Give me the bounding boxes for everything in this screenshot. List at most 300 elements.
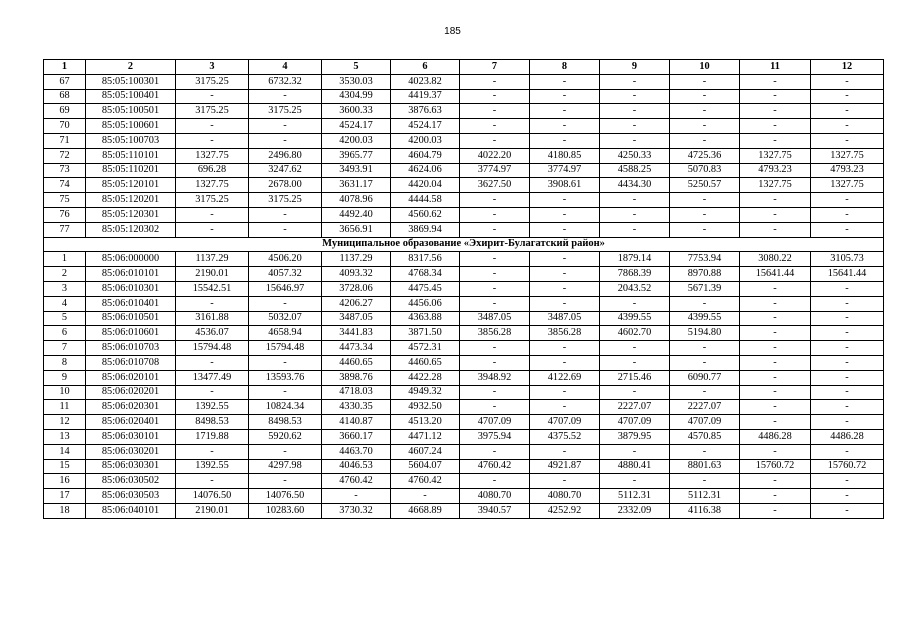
table-cell: 2678.00	[249, 178, 322, 193]
table-cell: -	[740, 311, 811, 326]
table-cell: 74	[44, 178, 86, 193]
table-cell: 3869.94	[391, 222, 460, 237]
table-cell: 7	[44, 341, 86, 356]
table-cell: -	[811, 89, 884, 104]
table-cell: 4463.70	[322, 444, 391, 459]
table-cell: -	[530, 355, 600, 370]
table-cell: 2190.01	[176, 503, 249, 518]
table-row	[44, 489, 884, 504]
table-cell: -	[670, 119, 740, 134]
table-cell: 3441.83	[322, 326, 391, 341]
table-cell: 4456.06	[391, 296, 460, 311]
table-cell: 4399.55	[600, 311, 670, 326]
table-cell: 4707.09	[670, 415, 740, 430]
table-cell: -	[670, 74, 740, 89]
table-cell: -	[460, 355, 530, 370]
table-cell: 5194.80	[670, 326, 740, 341]
table-cell: 3175.25	[176, 193, 249, 208]
table-cell: 85:06:030502	[86, 474, 176, 489]
table-row	[44, 341, 884, 356]
table-cell: 1327.75	[176, 148, 249, 163]
table-cell: -	[811, 503, 884, 518]
table-cell: -	[530, 296, 600, 311]
table-cell: -	[530, 281, 600, 296]
table-cell: -	[740, 281, 811, 296]
column-header-8: 8	[530, 60, 600, 75]
table-cell: 4422.28	[391, 370, 460, 385]
table-cell: -	[740, 400, 811, 415]
table-cell: -	[249, 444, 322, 459]
table-cell: -	[530, 252, 600, 267]
table-cell: 1392.55	[176, 400, 249, 415]
table-cell: 4880.41	[600, 459, 670, 474]
table-cell: 3940.57	[460, 503, 530, 518]
table-cell: -	[670, 104, 740, 119]
table-row	[44, 503, 884, 518]
table-cell: -	[530, 133, 600, 148]
table-cell: 4460.65	[391, 355, 460, 370]
table-cell: 13477.49	[176, 370, 249, 385]
table-cell: 15	[44, 459, 86, 474]
table-cell: -	[249, 474, 322, 489]
table-cell: 2190.01	[176, 267, 249, 282]
table-cell: 18	[44, 503, 86, 518]
table-cell: 85:06:030301	[86, 459, 176, 474]
table-cell: 4297.98	[249, 459, 322, 474]
table-cell: -	[249, 296, 322, 311]
table-cell: -	[740, 326, 811, 341]
table-cell: -	[249, 355, 322, 370]
table-cell: -	[249, 133, 322, 148]
table-cell: 85:06:020201	[86, 385, 176, 400]
table-row	[44, 178, 884, 193]
table-cell: -	[811, 104, 884, 119]
table-cell: -	[740, 370, 811, 385]
table-cell: 75	[44, 193, 86, 208]
table-cell: -	[530, 444, 600, 459]
table-cell: 3105.73	[811, 252, 884, 267]
table-cell: 3247.62	[249, 163, 322, 178]
table-cell: 4080.70	[530, 489, 600, 504]
table-cell: 4668.89	[391, 503, 460, 518]
table-cell: -	[176, 474, 249, 489]
table-cell: 10824.34	[249, 400, 322, 415]
table-cell: 3856.28	[460, 326, 530, 341]
table-cell: -	[811, 341, 884, 356]
table-cell: -	[249, 119, 322, 134]
table-cell: -	[600, 89, 670, 104]
table-cell: -	[740, 355, 811, 370]
table-cell: 3975.94	[460, 429, 530, 444]
data-table	[43, 59, 884, 519]
table-cell: 15794.48	[176, 341, 249, 356]
table-cell: 4524.17	[391, 119, 460, 134]
column-header-6: 6	[391, 60, 460, 75]
table-row	[44, 429, 884, 444]
table-cell: 4375.52	[530, 429, 600, 444]
table-cell: 3728.06	[322, 281, 391, 296]
table-cell: -	[460, 74, 530, 89]
table-cell: 4588.25	[600, 163, 670, 178]
table-cell: 3631.17	[322, 178, 391, 193]
table-cell: 4921.87	[530, 459, 600, 474]
table-cell: -	[460, 444, 530, 459]
table-cell: 16	[44, 474, 86, 489]
table-row	[44, 267, 884, 282]
column-header-5: 5	[322, 60, 391, 75]
table-cell: -	[811, 296, 884, 311]
table-cell: -	[670, 193, 740, 208]
table-cell: 3175.25	[249, 104, 322, 119]
table-cell: 6	[44, 326, 86, 341]
table-cell: -	[530, 207, 600, 222]
column-header-7: 7	[460, 60, 530, 75]
table-cell: 4768.34	[391, 267, 460, 282]
table-cell: -	[670, 444, 740, 459]
table-cell: 5604.07	[391, 459, 460, 474]
table-cell: -	[811, 207, 884, 222]
column-header-1: 1	[44, 60, 86, 75]
table-cell: -	[740, 489, 811, 504]
table-cell: -	[460, 267, 530, 282]
table-cell: 6090.77	[670, 370, 740, 385]
table-cell: 14	[44, 444, 86, 459]
table-cell: 1327.75	[811, 178, 884, 193]
table-cell: 1392.55	[176, 459, 249, 474]
table-cell: 1327.75	[740, 178, 811, 193]
table-row	[44, 459, 884, 474]
table-cell: 6732.32	[249, 74, 322, 89]
table-cell: 3487.05	[460, 311, 530, 326]
table-cell: -	[176, 385, 249, 400]
table-cell: -	[600, 474, 670, 489]
page-number: 185	[444, 26, 461, 37]
table-cell: 1	[44, 252, 86, 267]
table-cell: 68	[44, 89, 86, 104]
table-cell: -	[249, 222, 322, 237]
table-cell: -	[740, 385, 811, 400]
column-header-11: 11	[740, 60, 811, 75]
table-cell: -	[600, 341, 670, 356]
table-cell: 4473.34	[322, 341, 391, 356]
table-cell: -	[811, 474, 884, 489]
table-cell: -	[811, 400, 884, 415]
table-cell: -	[740, 89, 811, 104]
table-cell: -	[176, 355, 249, 370]
table-row	[44, 133, 884, 148]
table-cell: 4560.62	[391, 207, 460, 222]
column-header-12: 12	[811, 60, 884, 75]
table-cell: 3856.28	[530, 326, 600, 341]
table-cell: -	[670, 222, 740, 237]
table-cell: 3774.97	[530, 163, 600, 178]
table-cell: -	[811, 281, 884, 296]
table-cell: 4725.36	[670, 148, 740, 163]
table-cell: -	[600, 193, 670, 208]
table-cell: -	[670, 341, 740, 356]
table-cell: 15760.72	[740, 459, 811, 474]
table-cell: 4057.32	[249, 267, 322, 282]
table-cell: 4793.23	[811, 163, 884, 178]
table-cell: 4793.23	[740, 163, 811, 178]
table-cell: -	[460, 474, 530, 489]
table-cell: -	[530, 74, 600, 89]
table-cell: 2715.46	[600, 370, 670, 385]
table-cell: -	[811, 119, 884, 134]
table-cell: 67	[44, 74, 86, 89]
column-header-2: 2	[86, 60, 176, 75]
table-cell: -	[176, 444, 249, 459]
table-cell: 85:06:010501	[86, 311, 176, 326]
table-cell: -	[600, 104, 670, 119]
table-cell: 4140.87	[322, 415, 391, 430]
table-cell: 8801.63	[670, 459, 740, 474]
table-row	[44, 311, 884, 326]
table-cell: 85:05:120302	[86, 222, 176, 237]
table-cell: 85:06:030201	[86, 444, 176, 459]
table-cell: 4330.35	[322, 400, 391, 415]
table-cell: 85:06:040101	[86, 503, 176, 518]
table-cell: -	[811, 385, 884, 400]
table-cell: -	[249, 207, 322, 222]
section-row	[44, 237, 884, 252]
table-cell: 85:06:020401	[86, 415, 176, 430]
table-cell: -	[249, 385, 322, 400]
table-cell: 4506.20	[249, 252, 322, 267]
table-cell: 85:05:100601	[86, 119, 176, 134]
table-cell: -	[670, 296, 740, 311]
table-cell: -	[176, 222, 249, 237]
table-cell: -	[740, 444, 811, 459]
table-cell: -	[811, 444, 884, 459]
table-cell: -	[176, 119, 249, 134]
table-cell: -	[740, 104, 811, 119]
table-row	[44, 444, 884, 459]
table-cell: 4	[44, 296, 86, 311]
table-cell: 85:06:010401	[86, 296, 176, 311]
table-cell: 4602.70	[600, 326, 670, 341]
table-cell: 8	[44, 355, 86, 370]
table-cell: 4658.94	[249, 326, 322, 341]
table-cell: 3879.95	[600, 429, 670, 444]
table-cell: 3600.33	[322, 104, 391, 119]
table-cell: -	[600, 385, 670, 400]
table-cell: -	[740, 207, 811, 222]
table-cell: -	[811, 326, 884, 341]
table-cell: 15542.51	[176, 281, 249, 296]
table-cell: 4607.24	[391, 444, 460, 459]
header-row	[44, 60, 884, 75]
table-cell: 9	[44, 370, 86, 385]
column-header-9: 9	[600, 60, 670, 75]
table-cell: 3871.50	[391, 326, 460, 341]
table-cell: 85:05:100301	[86, 74, 176, 89]
table-cell: 4252.92	[530, 503, 600, 518]
table-cell: 4434.30	[600, 178, 670, 193]
table-cell: -	[460, 119, 530, 134]
table-cell: 10	[44, 385, 86, 400]
table-cell: 3175.25	[176, 74, 249, 89]
table-cell: 4492.40	[322, 207, 391, 222]
table-cell: 5070.83	[670, 163, 740, 178]
table-row	[44, 89, 884, 104]
table-cell: -	[600, 74, 670, 89]
table-cell: 4536.07	[176, 326, 249, 341]
table-cell: -	[670, 355, 740, 370]
table-cell: -	[811, 74, 884, 89]
table-cell: 4206.27	[322, 296, 391, 311]
table-cell: -	[740, 474, 811, 489]
table-cell: -	[811, 193, 884, 208]
table-cell: -	[460, 252, 530, 267]
table-cell: 69	[44, 104, 86, 119]
table-cell: 1327.75	[176, 178, 249, 193]
table-cell: -	[460, 104, 530, 119]
table-cell: 4932.50	[391, 400, 460, 415]
table-cell: 13	[44, 429, 86, 444]
table-row	[44, 326, 884, 341]
table-cell: 12	[44, 415, 86, 430]
table-cell: 85:06:010101	[86, 267, 176, 282]
table-cell: 4760.42	[391, 474, 460, 489]
section-title: Муниципальное образование «Эхирит-Булагатский район»	[44, 237, 884, 252]
table-cell: 5032.07	[249, 311, 322, 326]
table-row	[44, 74, 884, 89]
table-cell: 4093.32	[322, 267, 391, 282]
table-cell: -	[811, 311, 884, 326]
table-cell: -	[811, 489, 884, 504]
table-row	[44, 281, 884, 296]
table-cell: 3487.05	[322, 311, 391, 326]
table-cell: 3175.25	[249, 193, 322, 208]
table-cell: 3908.61	[530, 178, 600, 193]
table-cell: -	[740, 415, 811, 430]
table-cell: 4486.28	[811, 429, 884, 444]
table-cell: -	[460, 222, 530, 237]
table-cell: 3898.76	[322, 370, 391, 385]
table-cell: 17	[44, 489, 86, 504]
table-cell: 3	[44, 281, 86, 296]
table-cell: -	[670, 474, 740, 489]
table-cell: 4022.20	[460, 148, 530, 163]
table-cell: -	[530, 474, 600, 489]
table-cell: 85:05:100501	[86, 104, 176, 119]
table-cell: 4471.12	[391, 429, 460, 444]
table-cell: -	[740, 133, 811, 148]
table-cell: 8498.53	[176, 415, 249, 430]
table-cell: 70	[44, 119, 86, 134]
table-cell: -	[530, 89, 600, 104]
table-cell: 85:06:000000	[86, 252, 176, 267]
table-cell: 4116.38	[670, 503, 740, 518]
table-cell: 1327.75	[811, 148, 884, 163]
table-row	[44, 207, 884, 222]
table-row	[44, 385, 884, 400]
table-cell: 4122.69	[530, 370, 600, 385]
table-cell: -	[811, 133, 884, 148]
table-cell: -	[460, 207, 530, 222]
table-cell: -	[811, 370, 884, 385]
table-cell: 2043.52	[600, 281, 670, 296]
table-cell: 4046.53	[322, 459, 391, 474]
table-cell: 3487.05	[530, 311, 600, 326]
table-cell: 85:05:120201	[86, 193, 176, 208]
table-cell: 4760.42	[322, 474, 391, 489]
table-cell: 2227.07	[600, 400, 670, 415]
table-cell: -	[600, 222, 670, 237]
table-cell: -	[600, 207, 670, 222]
table-cell: -	[460, 385, 530, 400]
table-row	[44, 296, 884, 311]
table-cell: 85:06:010301	[86, 281, 176, 296]
table-cell: -	[249, 89, 322, 104]
table-cell: 85:06:020301	[86, 400, 176, 415]
table-cell: 4180.85	[530, 148, 600, 163]
table-cell: 4023.82	[391, 74, 460, 89]
table-cell: -	[460, 281, 530, 296]
table-cell: -	[322, 489, 391, 504]
table-cell: 15646.97	[249, 281, 322, 296]
table-cell: 5250.57	[670, 178, 740, 193]
table-body	[44, 74, 884, 518]
table-cell: 5	[44, 311, 86, 326]
table-cell: 3965.77	[322, 148, 391, 163]
table-cell: -	[740, 341, 811, 356]
table-cell: 14076.50	[176, 489, 249, 504]
table-cell: 85:05:100703	[86, 133, 176, 148]
table-cell: 7868.39	[600, 267, 670, 282]
table-header	[44, 60, 884, 75]
table-cell: 4419.37	[391, 89, 460, 104]
table-cell: 696.28	[176, 163, 249, 178]
table-cell: -	[600, 296, 670, 311]
table-row	[44, 104, 884, 119]
table-cell: 15760.72	[811, 459, 884, 474]
table-cell: -	[600, 444, 670, 459]
table-cell: -	[176, 207, 249, 222]
table-cell: -	[391, 489, 460, 504]
table-cell: 1327.75	[740, 148, 811, 163]
table-cell: 14076.50	[249, 489, 322, 504]
table-cell: -	[176, 133, 249, 148]
table-cell: 15641.44	[811, 267, 884, 282]
table-cell: 8317.56	[391, 252, 460, 267]
table-cell: 4707.09	[530, 415, 600, 430]
table-row	[44, 355, 884, 370]
table-cell: 2332.09	[600, 503, 670, 518]
table-cell: 1137.29	[176, 252, 249, 267]
table-cell: 73	[44, 163, 86, 178]
table-cell: -	[530, 385, 600, 400]
table-cell: -	[460, 193, 530, 208]
table-cell: -	[600, 355, 670, 370]
table-cell: 85:06:010708	[86, 355, 176, 370]
table-cell: 85:05:120301	[86, 207, 176, 222]
table-cell: 4570.85	[670, 429, 740, 444]
table-cell: 4460.65	[322, 355, 391, 370]
table-cell: -	[460, 341, 530, 356]
table-cell: 4080.70	[460, 489, 530, 504]
table-cell: -	[530, 104, 600, 119]
table-cell: 85:05:100401	[86, 89, 176, 104]
table-cell: 2227.07	[670, 400, 740, 415]
table-row	[44, 370, 884, 385]
table-row	[44, 474, 884, 489]
table-cell: 4399.55	[670, 311, 740, 326]
table-cell: 4949.32	[391, 385, 460, 400]
table-cell: -	[740, 296, 811, 311]
table-cell: 15794.48	[249, 341, 322, 356]
